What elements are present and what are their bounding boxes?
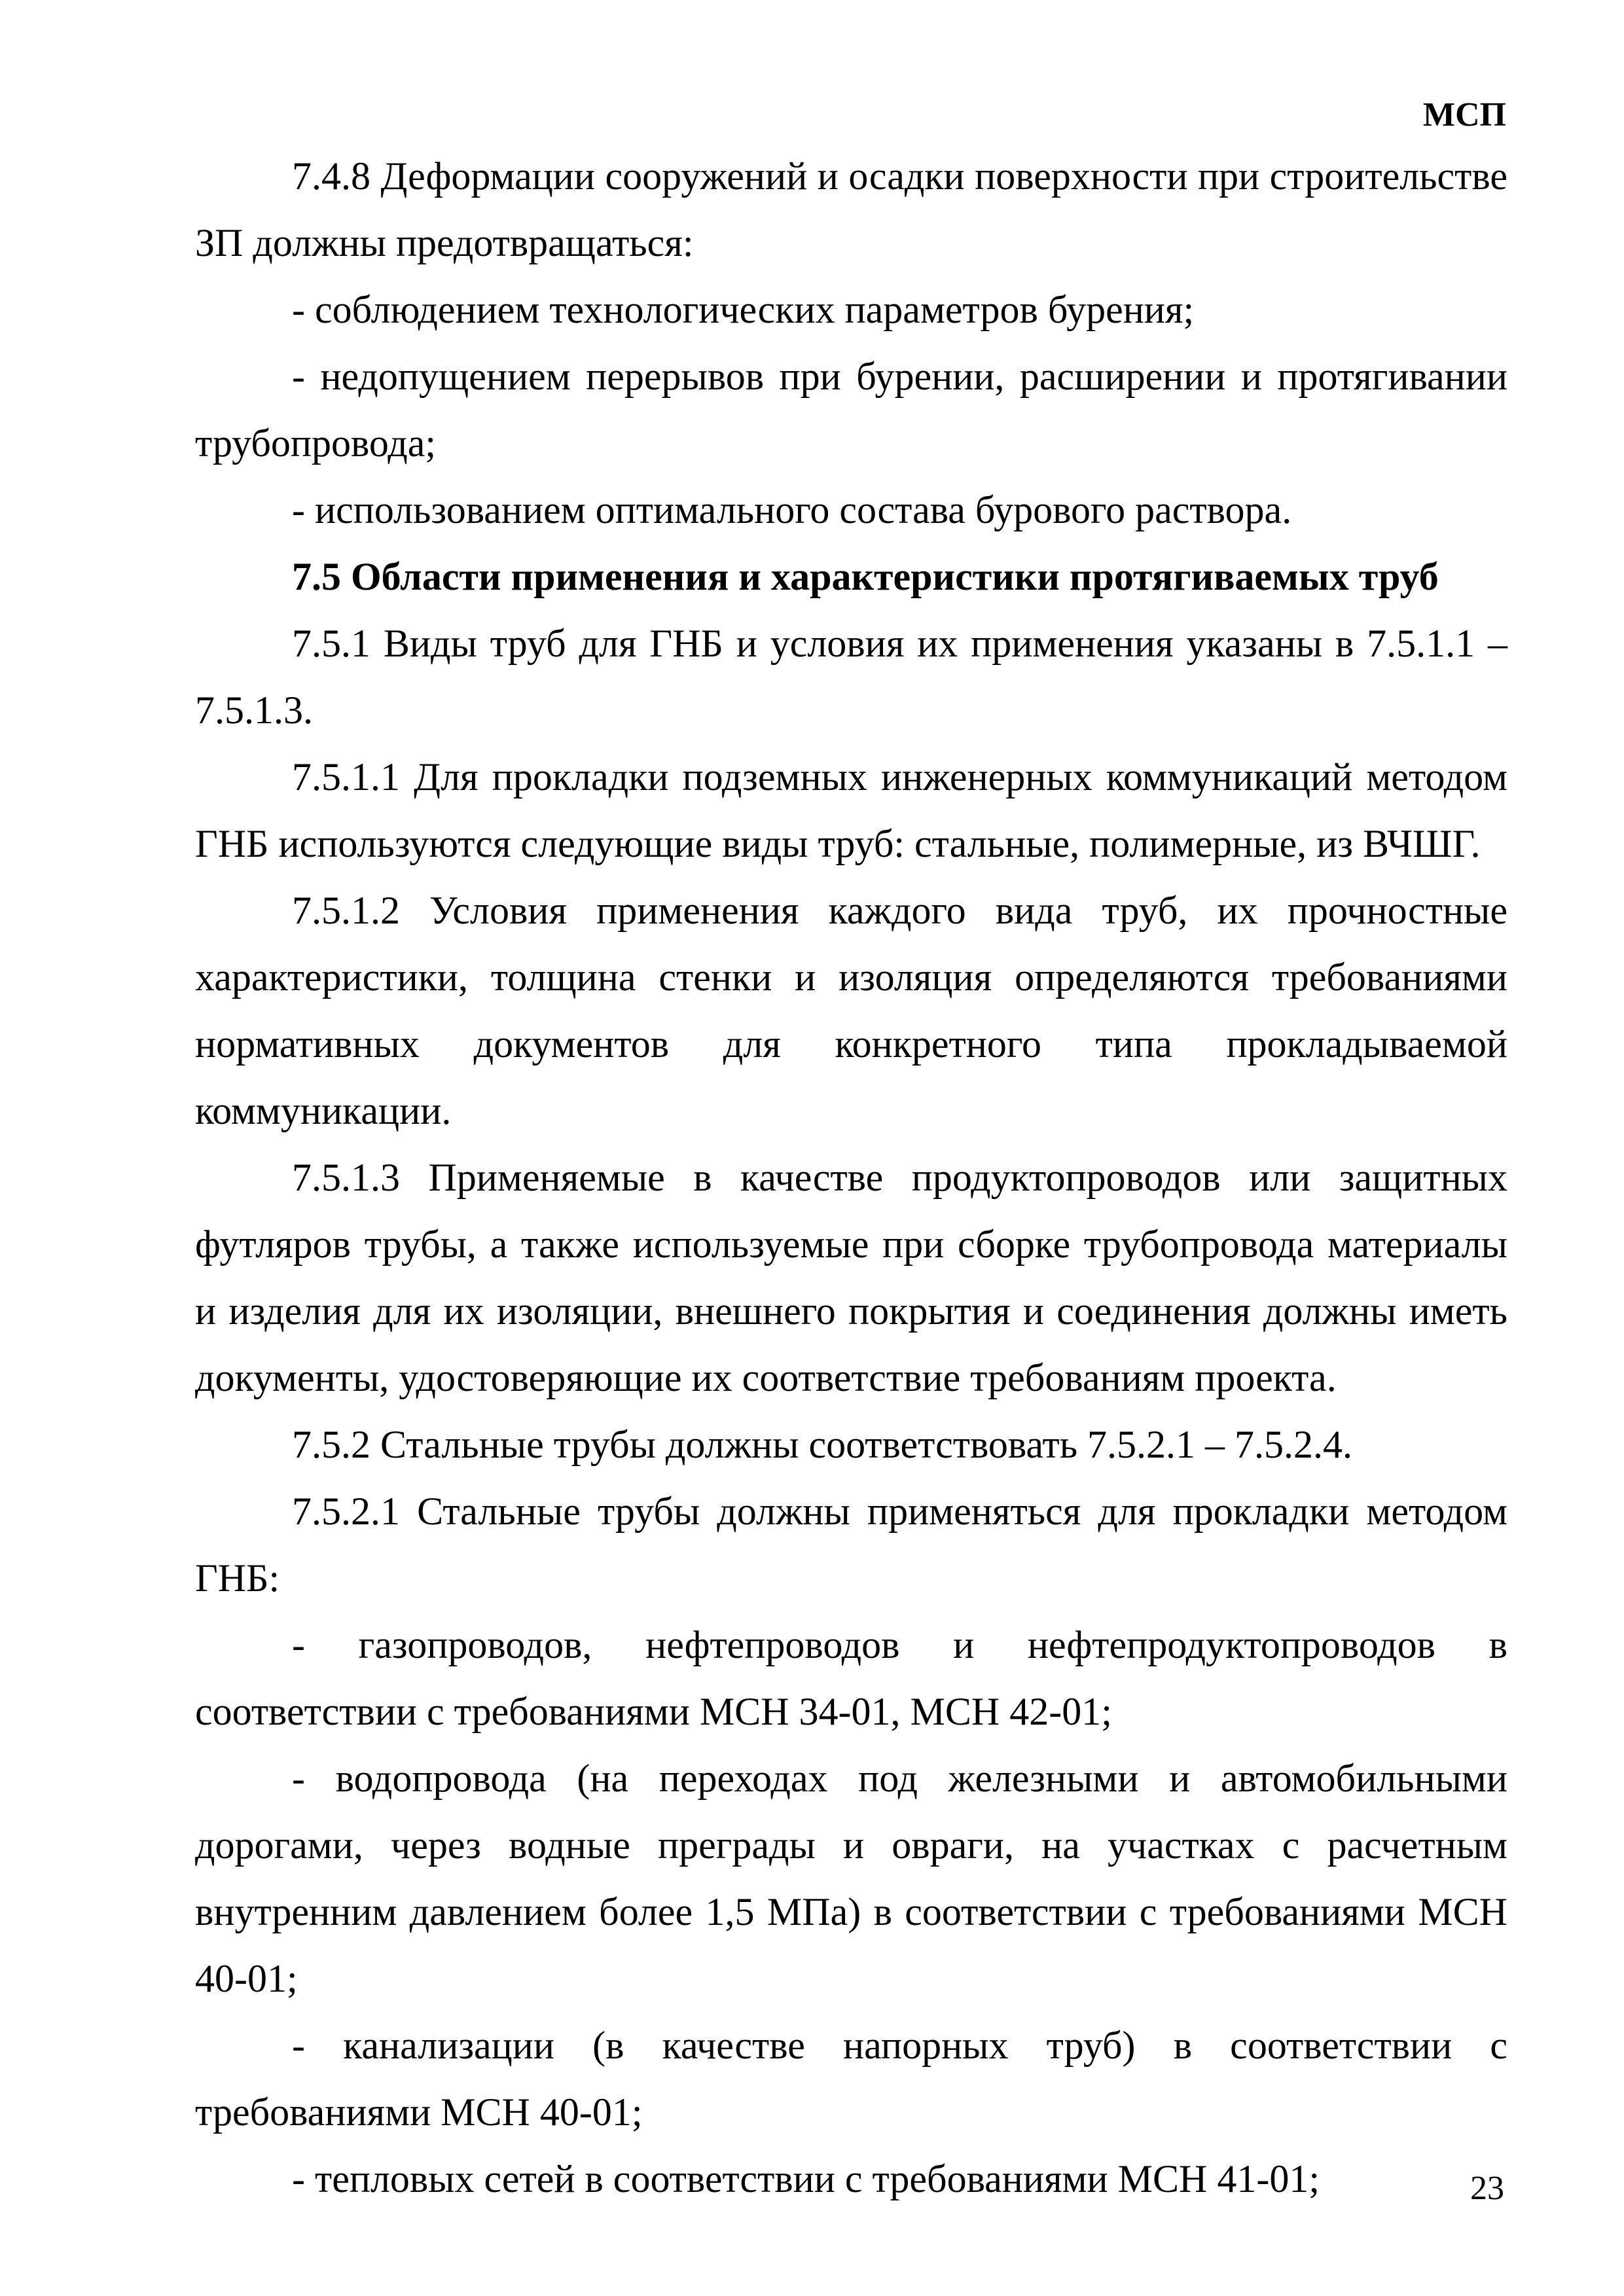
list-item: - тепловых сетей в соответствии с требованиями МСН 41-01; [292,2157,1320,2200]
list-item: - недопущением перерывов при бурении, расширении и протягивании трубопровода; [195,355,1507,465]
page-header-code: МСП [1422,96,1506,134]
paragraph-7-4-8: 7.4.8 Деформации сооружений и осадки поверхности при строительстве ЗП должны предотвращаться: [195,154,1507,264]
section-heading-7-5: 7.5 Области применения и характеристики протягиваемых труб [292,555,1439,598]
list-item: - газопроводов, нефтепроводов и нефтепродуктопроводов в соответствии с требованиями МСН 34-01, МСН 42-01; [195,1623,1507,1733]
list-item: - канализации (в качестве напорных труб) в соответствии с требованиями МСН 40-01; [195,2024,1507,2134]
paragraph-7-5-2: 7.5.2 Стальные трубы должны соответствовать 7.5.2.1 – 7.5.2.4. [292,1423,1353,1466]
paragraph-7-5-1: 7.5.1 Виды труб для ГНБ и условия их применения указаны в 7.5.1.1 – 7.5.1.3. [195,622,1507,732]
paragraph-7-5-1-1: 7.5.1.1 Для прокладки подземных инженерных коммуникаций методом ГНБ используются следующие виды труб: стальные, полимерные, из ВЧШГ. [195,755,1507,865]
paragraph-7-5-1-3: 7.5.1.3 Применяемые в качестве продуктопроводов или защитных футляров трубы, а также используемые при сборке трубопровода материалы и изделия для их изоляции, внешнего покрытия и соединения должны иметь документы, удостоверяющие их соответствие требованиям проекта. [195,1156,1507,1399]
document-body [195,143,1507,2212]
list-item: - соблюдением технологических параметров бурения; [292,288,1195,331]
list-item: - водопровода (на переходах под железными и автомобильными дорогами, через водные преграды и овраги, на участках с расчетным внутренним давлением более 1,5 МПа) в соответствии с требованиями МСН 40-01; [195,1757,1507,2000]
page-number: 23 [1470,2170,1504,2207]
list-item: - использованием оптимального состава бурового раствора. [292,488,1292,531]
paragraph-7-5-2-1: 7.5.2.1 Стальные трубы должны применяться для прокладки методом ГНБ: [195,1490,1507,1600]
paragraph-7-5-1-2: 7.5.1.2 Условия применения каждого вида труб, их прочностные характеристики, толщина стенки и изоляция определяются требованиями нормативных документов для конкретного типа прокладываемой коммуникации. [195,889,1507,1132]
